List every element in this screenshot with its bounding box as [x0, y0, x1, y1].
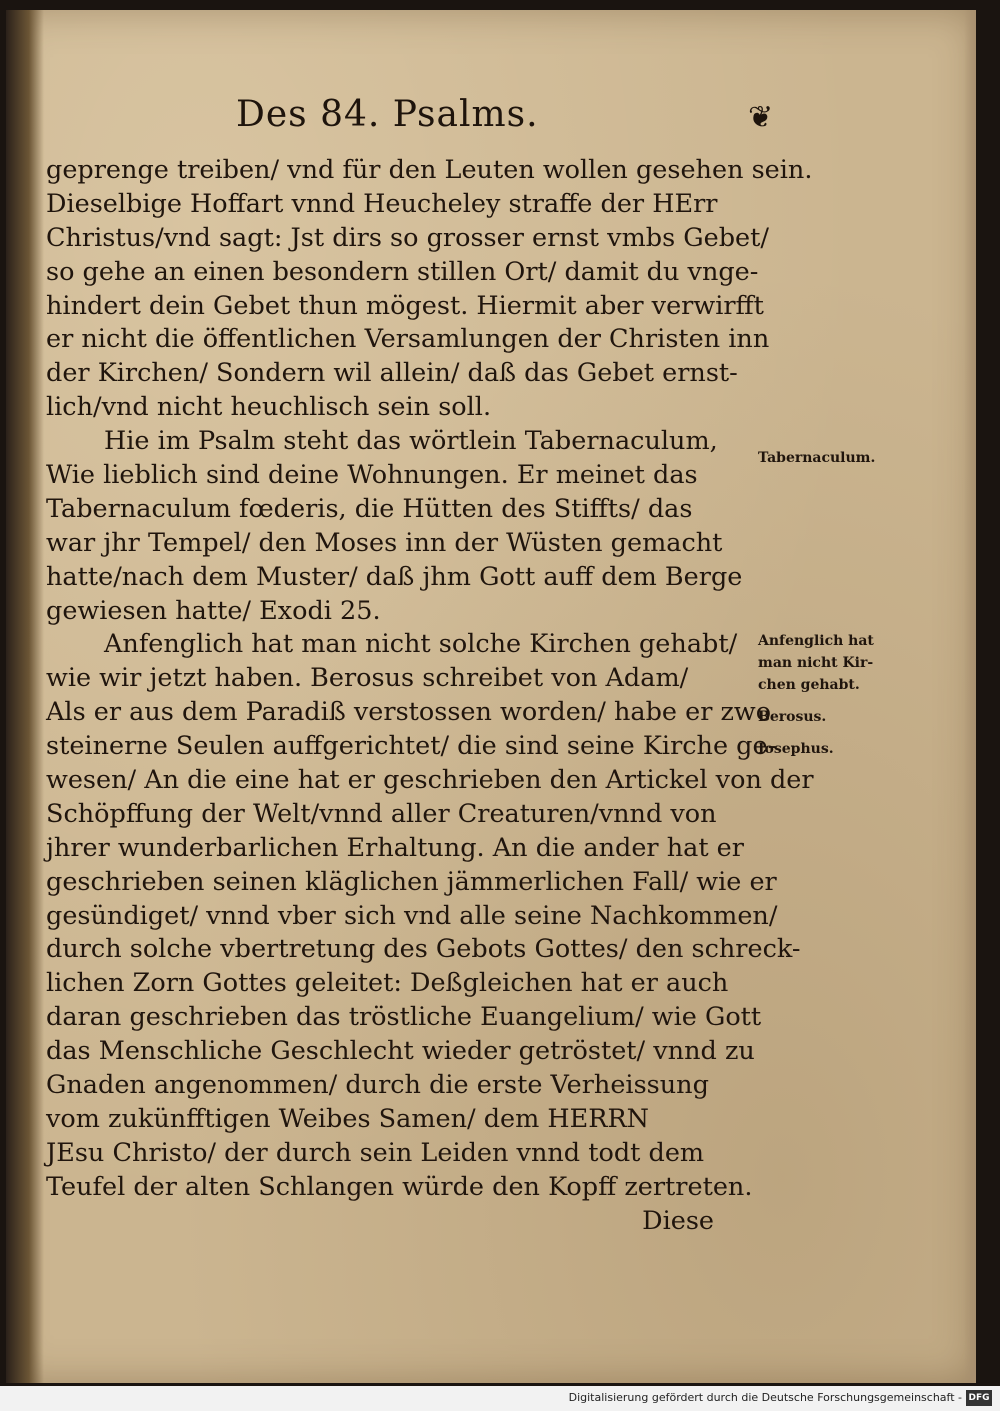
text-line: steinerne Seulen auffgerichtet/ die sind seine Kirche ge-	[46, 731, 777, 762]
text-line: Tabernaculum fœderis, die Hütten des Stiffts/ das	[46, 493, 693, 524]
dfg-logo-icon: DFG	[966, 1390, 992, 1406]
text-line: geschrieben seinen kläglichen jämmerlichen Fall/ wie er	[46, 866, 777, 897]
marginal-note: man nicht Kir-	[758, 655, 874, 671]
text-line: jhrer wunderbarlichen Erhaltung. An die ander hat er	[46, 832, 744, 863]
marginal-note: chen gehabt.	[758, 677, 860, 693]
marginal-note: Iosephus.	[758, 741, 834, 757]
marginal-note: Anfenglich hat	[758, 633, 874, 649]
text-line: Dieselbige Hoffart vnnd Heucheley straffe der HErr	[46, 188, 718, 219]
text-line: Christus/vnd sagt: Jst dirs so grosser ernst vmbs Gebet/	[46, 222, 769, 253]
text-line: durch solche vbertretung des Gebots Gottes/ den schreck-	[46, 934, 801, 965]
text-line: gesündiget/ vnnd vber sich vnd alle seine Nachkommen/	[46, 900, 778, 931]
footer-bar	[0, 1386, 1000, 1411]
body-text	[46, 154, 876, 1239]
text-line: Wie lieblich sind deine Wohnungen. Er meinet das	[46, 460, 698, 491]
text-line: gewiesen hatte/ Exodi 25.	[46, 595, 381, 626]
binding-gutter	[6, 10, 44, 1383]
text-line: vom zukünfftigen Weibes Samen/ dem HERRN	[46, 1103, 649, 1134]
text-line: Gnaden angenommen/ durch die erste Verheissung	[46, 1070, 709, 1101]
running-header: Des 84. Psalms.	[236, 94, 539, 135]
book-page	[6, 10, 976, 1383]
text-line: Als er aus dem Paradiß verstossen worden/ habe er zwo	[46, 697, 772, 728]
text-line: Teufel der alten Schlangen würde den Kopff zertreten.	[46, 1171, 753, 1202]
text-line: er nicht die öffentlichen Versamlungen der Christen inn	[46, 324, 770, 355]
text-line: hatte/nach dem Muster/ daß jhm Gott auff dem Berge	[46, 561, 743, 592]
text-line: daran geschrieben das tröstliche Euangelium/ wie Gott	[46, 1002, 762, 1033]
text-line: JEsu Christo/ der durch sein Leiden vnnd todt dem	[46, 1137, 705, 1168]
text-line: war jhr Tempel/ den Moses inn der Wüsten gemacht	[46, 527, 723, 558]
text-line: lich/vnd nicht heuchlisch sein soll.	[46, 392, 492, 423]
funding-notice: Digitalisierung gefördert durch die Deutsche Forschungsgemeinschaft -	[568, 1391, 962, 1404]
text-line: wesen/ An die eine hat er geschrieben den Artickel von der	[46, 765, 814, 796]
text-line: Anfenglich hat man nicht solche Kirchen gehabt/	[104, 629, 738, 660]
text-line: Schöpffung der Welt/vnnd aller Creaturen/vnnd von	[46, 798, 717, 829]
marginal-note: Tabernaculum.	[758, 450, 876, 466]
text-line: wie wir jetzt haben. Berosus schreibet von Adam/	[46, 663, 689, 694]
page-edge	[964, 10, 976, 1383]
catchword: Diese	[642, 1205, 714, 1236]
text-line: so gehe an einen besondern stillen Ort/ damit du vnge-	[46, 256, 759, 287]
text-line: lichen Zorn Gottes geleitet: Deßgleichen hat er auch	[46, 968, 729, 999]
signature-mark: ❦	[748, 100, 774, 135]
text-line: hindert dein Gebet thun mögest. Hiermit aber verwirfft	[46, 290, 764, 321]
text-line: Hie im Psalm steht das wörtlein Tabernaculum,	[104, 426, 718, 457]
text-line: geprenge treiben/ vnd für den Leuten wollen gesehen sein.	[46, 155, 813, 185]
marginal-note: Berosus.	[758, 709, 827, 725]
text-line: der Kirchen/ Sondern wil allein/ daß das Gebet ernst-	[46, 358, 738, 389]
text-line: das Menschliche Geschlecht wieder getröstet/ vnnd zu	[46, 1036, 755, 1067]
